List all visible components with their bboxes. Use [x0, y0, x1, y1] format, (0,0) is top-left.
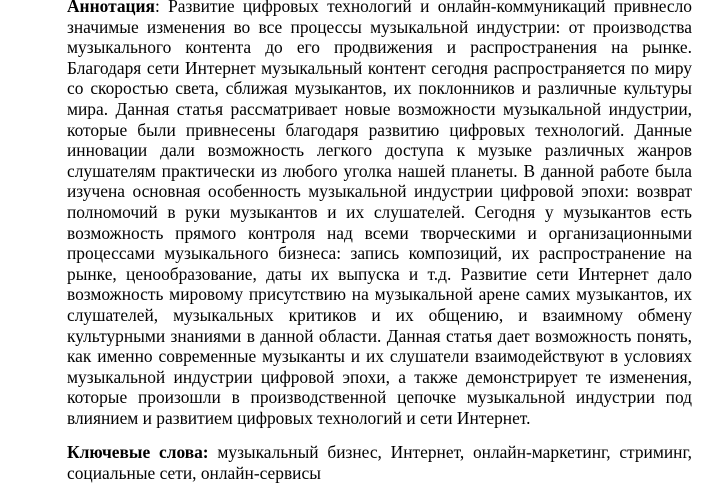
abstract-text: : Развитие цифровых технологий и онлайн-коммуникаций привнесло значимые изменения во все процессы музыкальной индустрии: от производства музыкального контента до его продвижения и распространения на рынке. Благодаря сети Интернет музыкальный контент сегодня распространяется по миру со скоростью света, сближая музыкантов, их поклонников и различные культуры мира. Данная статья рассматривает новые возможности музыкальной индустрии, которые были привнесены благодаря развитию цифровых технологий. Данные инновации дали возможность легкого доступа к музыке различных жанров слушателям практически из любого уголка нашей планеты. В данной работе была изучена основная особенность музыкальной индустрии цифровой эпохи: возврат полномочий в руки музыкантов и их слушателей. Сегодня у музыкантов есть возможность прямого контроля над всеми творческими и организационными процессами музыкального бизнеса: запись композиций, их распространение на рынке, ценообразование, даты их выпуска и т.д. Развитие сети Интернет дало возможность мировому присутствию на музыкальной арене самих музыкантов, их слушателей, музыкальных критиков и их общению, и взаимному обмену культурными знаниями в данной области. Данная статья дает возможность понять, как именно современные музыканты и их слушатели взаимодействуют в условиях музыкальной индустрии цифровой эпохи, а также демонстрирует те изменения, которые произошли в производственной цепочке музыкальной индустрии под влиянием и развитием цифровых технологий и сети Интернет. — [67, 0, 692, 428]
keywords-text: музыкальный бизнес, Интернет, онлайн-маркетинг, стриминг, социальные сети, онлайн-сервисы — [67, 442, 692, 484]
paper-page — [67, 0, 692, 484]
keywords-paragraph — [67, 442, 692, 483]
abstract-paragraph — [67, 0, 692, 428]
keywords-label: Ключевые слова: — [67, 442, 209, 463]
abstract-label: Аннотация — [67, 0, 155, 16]
